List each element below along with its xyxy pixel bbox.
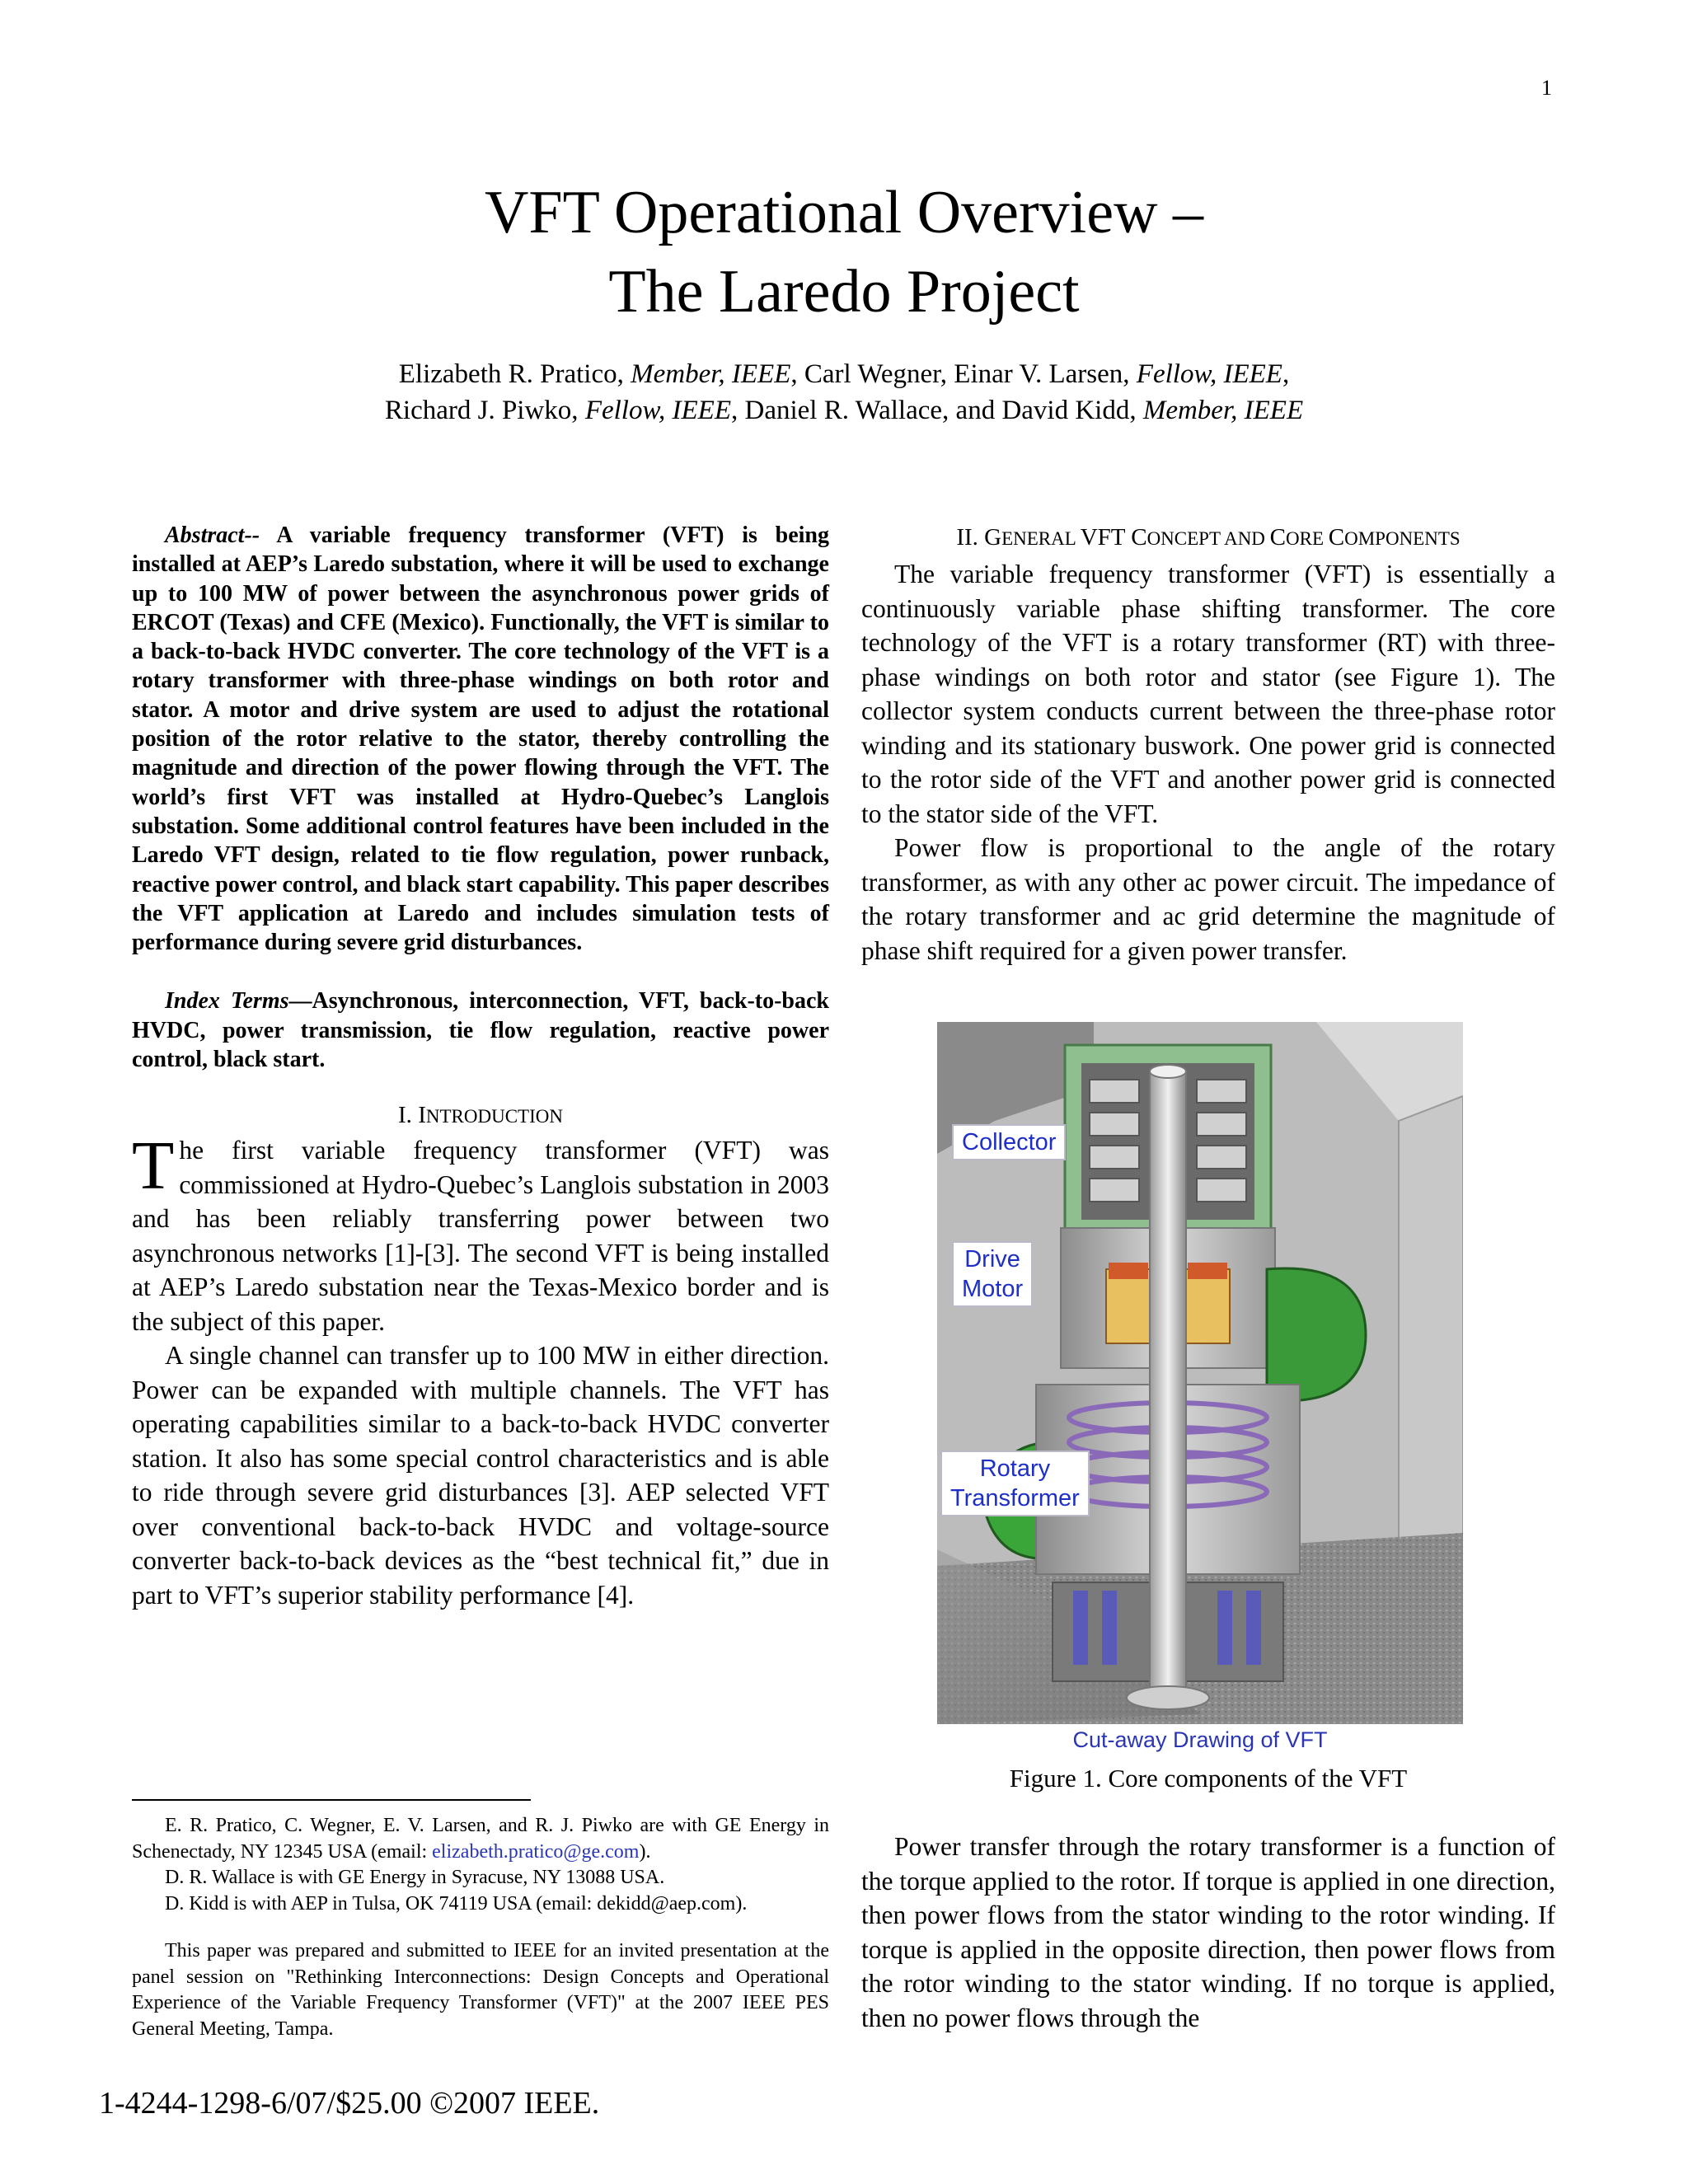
concept-paragraph-1: The variable frequency transformer (VFT) is essentially a continuously variable phase shifting transformer. The core technology of the VFT is a rotary transformer (RT) with three-phase windings on both rotor and stator (see Figure 1). The collector system conducts current between the three-phase rotor winding and its stationary buswork. One power grid is connected to the rotor side of the VFT and another power grid is connected to the stator side of the VFT. [861,560,1555,828]
page-number: 1 [1541,76,1552,100]
section-heading-cap: C [1328,524,1345,551]
section-heading-cap: I [418,1102,426,1129]
author-segment: Fellow, IEEE [1136,359,1282,389]
intro-paragraph-1 [132,1127,829,1338]
footnote-affiliation-2: D. R. Wallace is with GE Energy in Syracuse, NY 13088 USA. [165,1867,665,1888]
title-line-1: VFT Operational Overview – [484,179,1204,246]
concept-paragraph-2: Power flow is proportional to the angle of the rotary transformer, as with any other ac power circuit. The impedance of the rotary transformer and ac grid determine the magnitude of phase shift required for a given power transfer. [861,833,1555,965]
footnote-affiliation-1 [132,1813,829,1865]
label-drive-motor-line1: Drive [964,1246,1020,1272]
label-collector: Collector [952,1124,1066,1160]
figure-subcaption: Cut-away Drawing of VFT [1072,1727,1328,1752]
abstract-text: A variable frequency transformer (VFT) is being installed at AEP’s Laredo substation, where it will be used to exchange up to 100 MW of power between the asynchronous power grids of ERCOT (Texas) and CFE (Mexico). Functionally, the VFT is similar to a back-to-back HVDC converter. The core technology of the VFT is a rotary transformer with three-phase windings on both rotor and stator. A motor and drive system are used to adjust the rotational position of the rotor relative to the stator, thereby controlling the magnitude and direction of the power flowing through the VFT. The world’s first VFT was installed at Hydro-Quebec’s Langlois substation. Some additional control features have been included in the Laredo VFT design, related to tie flow regulation, power runback, reactive power control, and black start capability. This paper describes the VFT application at Laredo and includes simulation tests of performance during severe grid disturbances. [132,523,829,956]
section-numeral: II. [956,524,978,551]
footnotes [132,1813,829,2042]
section-heading-introduction [132,1099,829,1133]
section-heading-smallcaps: ONCEPT AND [1146,528,1270,549]
section-heading-concept [861,521,1555,555]
drop-cap: T [132,1127,175,1205]
label-rotary-transformer [940,1451,1090,1516]
section-heading-cap: C [1269,524,1287,551]
author-segment: Member, IEEE [631,359,791,389]
authors-line-2 [0,392,1688,429]
section-numeral: I. [398,1102,412,1129]
footnote-presentation: This paper was prepared and submitted to IEEE for an invited presentation at the panel session on "Rethinking Interconnections: Design Concepts and Operational Experience of the Variable Frequency Transformer (VFT)" at the 2007 IEEE PES General Meeting, Tampa. [132,1940,829,2040]
footnote-text: E. R. Pratico, C. Wegner, E. V. Larsen, and R. J. Piwko are with GE Energy in Schenectady, NY 12345 USA (email: [132,1815,829,1863]
author-segment: Elizabeth R. Pratico, [398,359,631,389]
label-rotary-transformer-line2: Transformer [950,1485,1080,1511]
right-column-continued [861,1830,1555,2035]
author-segment: Member, IEEE [1142,396,1304,425]
index-terms-text: —Asynchronous, interconnection, VFT, back-to-back HVDC, power transmission, tie flow regulation, reactive power control, black start. [132,988,829,1073]
footnote-divider [132,1799,531,1801]
section-heading-cap: G [984,524,1002,551]
section-heading-cap: VFT C [1080,524,1147,551]
abstract-label: Abstract-- [165,523,260,548]
author-segment: Richard J. Piwko, [384,396,585,425]
figure-caption: Figure 1. Core components of the VFT [1009,1764,1408,1793]
intro-paragraph-1-text: he first variable frequency transformer (VFT) was commissioned at Hydro-Quebec’s Langlois substation in 2003 and has been reliably transferring power between two asynchronous networks [1]-[3]. The second VFT is being installed at AEP’s Laredo substation near the Texas-Mexico border and is the subject of this paper. [132,1136,829,1336]
figure-vft-cutaway [937,1022,1463,1724]
left-column [132,521,829,1612]
section-heading-smallcaps: OMPONENTS [1344,528,1461,549]
section-heading-smallcaps: ENERAL [1001,528,1081,549]
paper-title [0,173,1688,331]
section-heading-smallcaps: NTRODUCTION [425,1106,563,1127]
author-segment: , Carl Wegner, Einar V. Larsen, [790,359,1137,389]
intro-paragraph-2: A single channel can transfer up to 100 MW in either direction. Power can be expanded with multiple channels. The VFT has operating capabilities similar to a back-to-back HVDC converter station. It also has some special control characteristics and is able to ride through severe grid disturbances [3]. AEP selected VFT over conventional back-to-back HVDC and voltage-source converter back-to-back devices as the “best technical fit,” due in part to VFT’s superior stability performance [4]. [132,1341,829,1610]
label-drive-motor [952,1241,1033,1307]
author-segment: Fellow, IEEE [584,396,731,425]
index-terms-label: Index Terms [165,988,289,1015]
section-heading-smallcaps: ORE [1286,528,1329,549]
footnote-affiliation-3: D. Kidd is with AEP in Tulsa, OK 74119 USA (email: dekidd@aep.com). [165,1892,748,1915]
copyright-notice: 1-4244-1298-6/07/$25.00 ©2007 IEEE. [99,2086,600,2121]
power-transfer-paragraph: Power transfer through the rotary transformer is a function of the torque applied to the rotor. If torque is applied in one direction, then power flows from the stator winding to the rotor winding. If torque is applied in the opposite direction, then power flows from the rotor winding to the stator winding. If no torque is applied, then no power flows through the [861,1832,1555,2032]
label-rotary-transformer-line1: Rotary [979,1455,1051,1482]
abstract [132,521,829,957]
email-link[interactable]: elizabeth.pratico@ge.com [432,1840,640,1863]
author-segment: , Daniel R. Wallace, and David Kidd, [730,396,1143,425]
right-column [861,521,1555,968]
authors-line-1 [0,356,1688,392]
footnote-text: ). [639,1840,651,1863]
label-drive-motor-line2: Motor [962,1276,1024,1302]
index-terms [132,987,829,1074]
author-list [0,356,1688,429]
title-line-2: The Laredo Project [608,258,1080,326]
author-segment: , [1282,359,1290,389]
